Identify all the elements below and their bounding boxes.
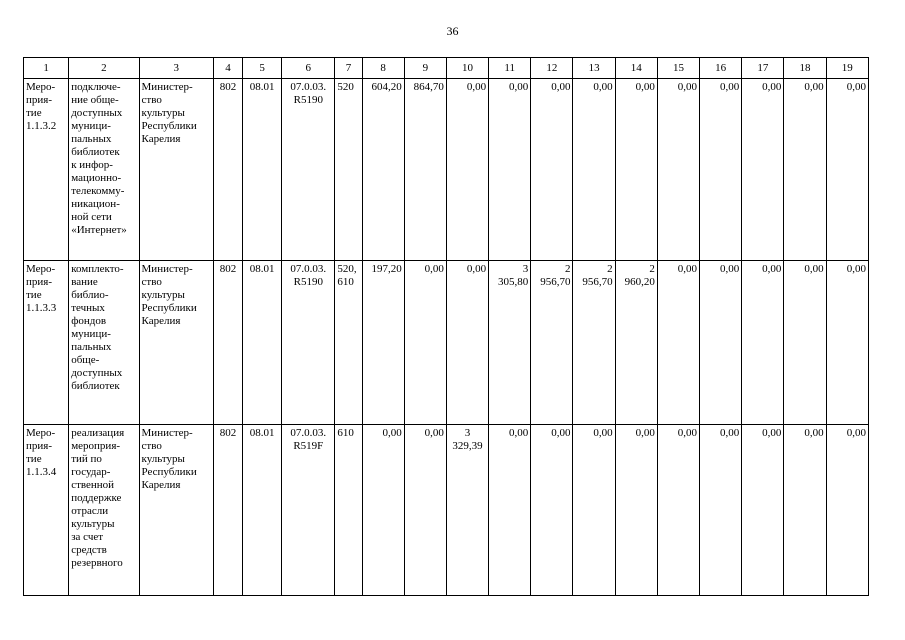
value-cell: 0,00 bbox=[826, 425, 868, 596]
value-cell: 0,00 bbox=[826, 261, 868, 425]
measure-code-cell: Меро- прия- тие 1.1.3.2 bbox=[24, 79, 69, 261]
executor-cell: Министер- ство культуры Республики Карелия bbox=[139, 261, 213, 425]
value-cell: 0,00 bbox=[742, 425, 784, 596]
value-cell: 0,00 bbox=[657, 261, 699, 425]
table-cell: 610 bbox=[335, 425, 362, 596]
column-header: 3 bbox=[139, 58, 213, 79]
column-header: 1 bbox=[24, 58, 69, 79]
column-header: 11 bbox=[489, 58, 531, 79]
column-header: 18 bbox=[784, 58, 826, 79]
value-cell: 0,00 bbox=[784, 425, 826, 596]
value-cell: 0,00 bbox=[700, 425, 742, 596]
table-cell: 520, 610 bbox=[335, 261, 362, 425]
column-header: 6 bbox=[282, 58, 335, 79]
table-cell: 08.01 bbox=[243, 261, 282, 425]
measure-name-cell: подключе- ние обще- доступных муници- пальных библиотек к инфор- мационно- телекомму- никацион- ной сети «Интернет» bbox=[69, 79, 139, 261]
value-cell: 0,00 bbox=[784, 261, 826, 425]
value-cell: 0,00 bbox=[742, 79, 784, 261]
table-row bbox=[24, 425, 869, 596]
column-header: 5 bbox=[243, 58, 282, 79]
table-row bbox=[24, 79, 869, 261]
column-header: 15 bbox=[657, 58, 699, 79]
measure-code-cell: Меро- прия- тие 1.1.3.4 bbox=[24, 425, 69, 596]
value-cell: 0,00 bbox=[531, 425, 573, 596]
table-cell: 08.01 bbox=[243, 79, 282, 261]
value-cell: 0,00 bbox=[404, 425, 446, 596]
page-number: 36 bbox=[446, 24, 459, 38]
table-cell: 802 bbox=[213, 261, 242, 425]
value-cell: 197,20 bbox=[362, 261, 404, 425]
column-header: 16 bbox=[700, 58, 742, 79]
table-cell: 520 bbox=[335, 79, 362, 261]
column-header: 2 bbox=[69, 58, 139, 79]
value-cell: 0,00 bbox=[657, 79, 699, 261]
budget-table bbox=[23, 57, 869, 596]
column-header: 10 bbox=[446, 58, 488, 79]
value-cell: 0,00 bbox=[446, 261, 488, 425]
table-cell: 08.01 bbox=[243, 425, 282, 596]
value-cell: 604,20 bbox=[362, 79, 404, 261]
value-cell: 0,00 bbox=[742, 261, 784, 425]
value-cell: 0,00 bbox=[489, 425, 531, 596]
column-header: 13 bbox=[573, 58, 615, 79]
column-header: 12 bbox=[531, 58, 573, 79]
value-cell: 2 956,70 bbox=[531, 261, 573, 425]
value-cell: 0,00 bbox=[573, 425, 615, 596]
table-cell: 802 bbox=[213, 79, 242, 261]
value-cell: 0,00 bbox=[446, 79, 488, 261]
value-cell: 864,70 bbox=[404, 79, 446, 261]
value-cell: 2 960,20 bbox=[615, 261, 657, 425]
table-cell: 07.0.03. R5190 bbox=[282, 261, 335, 425]
value-cell: 0,00 bbox=[700, 79, 742, 261]
measure-name-cell: реализация мероприя- тий по государ- ственной поддержке отрасли культуры за счет средств резервного bbox=[69, 425, 139, 596]
value-cell: 2 956,70 bbox=[573, 261, 615, 425]
executor-cell: Министер- ство культуры Республики Карелия bbox=[139, 425, 213, 596]
value-cell: 0,00 bbox=[657, 425, 699, 596]
value-cell: 0,00 bbox=[531, 79, 573, 261]
value-cell: 3 305,80 bbox=[489, 261, 531, 425]
measure-name-cell: комплекто- вание библио- течных фондов муници- пальных обще- доступных библиотек bbox=[69, 261, 139, 425]
table-cell: 802 bbox=[213, 425, 242, 596]
column-header: 17 bbox=[742, 58, 784, 79]
value-cell: 0,00 bbox=[362, 425, 404, 596]
table-cell: 07.0.03. R519F bbox=[282, 425, 335, 596]
column-header: 14 bbox=[615, 58, 657, 79]
column-header: 19 bbox=[826, 58, 868, 79]
column-header: 4 bbox=[213, 58, 242, 79]
value-cell: 0,00 bbox=[573, 79, 615, 261]
column-header: 8 bbox=[362, 58, 404, 79]
column-header: 9 bbox=[404, 58, 446, 79]
value-cell: 0,00 bbox=[489, 79, 531, 261]
value-cell: 0,00 bbox=[615, 425, 657, 596]
value-cell: 0,00 bbox=[700, 261, 742, 425]
value-cell: 3 329,39 bbox=[446, 425, 488, 596]
value-cell: 0,00 bbox=[826, 79, 868, 261]
measure-code-cell: Меро- прия- тие 1.1.3.3 bbox=[24, 261, 69, 425]
executor-cell: Министер- ство культуры Республики Карелия bbox=[139, 79, 213, 261]
column-number-row bbox=[24, 58, 869, 79]
value-cell: 0,00 bbox=[784, 79, 826, 261]
table-row bbox=[24, 261, 869, 425]
value-cell: 0,00 bbox=[615, 79, 657, 261]
value-cell: 0,00 bbox=[404, 261, 446, 425]
column-header: 7 bbox=[335, 58, 362, 79]
table-cell: 07.0.03. R5190 bbox=[282, 79, 335, 261]
